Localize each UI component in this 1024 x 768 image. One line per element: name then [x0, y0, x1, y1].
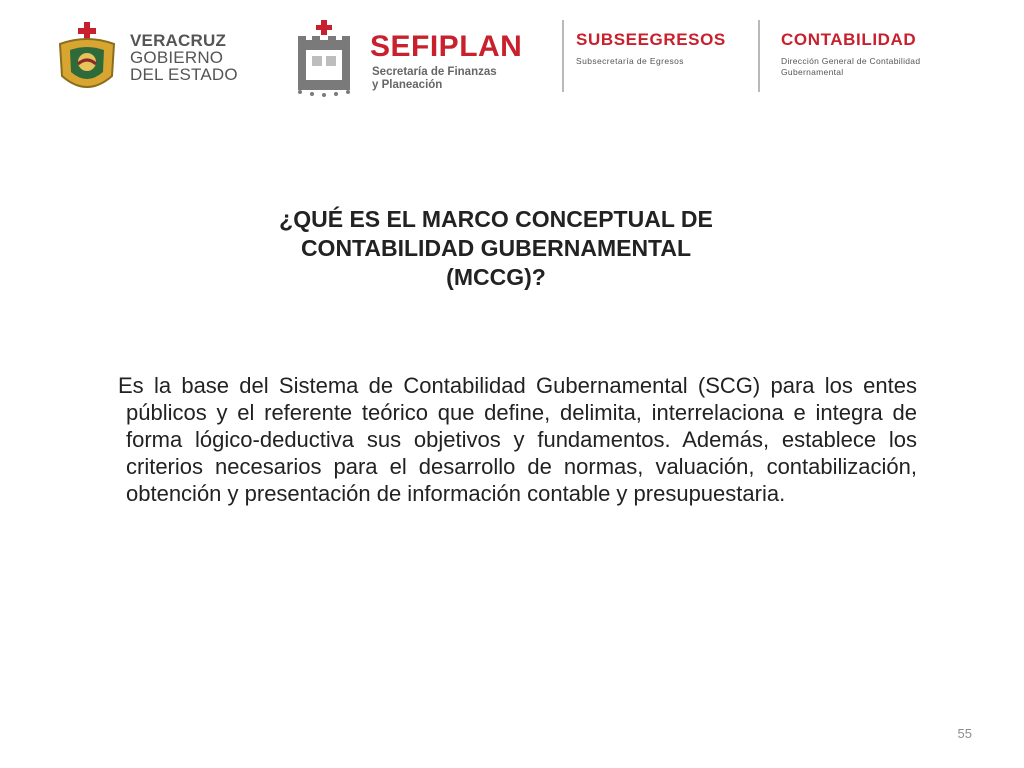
slide-title-line-2: CONTABILIDAD GUBERNAMENTAL [300, 235, 692, 261]
veracruz-line-3: DEL ESTADO [130, 65, 238, 84]
header-logos [0, 0, 1024, 110]
contabilidad-logo [781, 30, 981, 90]
slide-title [200, 205, 792, 292]
subseegresos-subtitle: Subsecretaría de Egresos [576, 56, 684, 66]
contabilidad-subtitle-1: Dirección General de Contabilidad [781, 56, 921, 66]
subseegresos-logo [576, 30, 751, 90]
header-divider [758, 20, 760, 92]
subseegresos-title: SUBSEEGRESOS [576, 30, 726, 49]
header-divider [562, 20, 564, 92]
veracruz-line-1: VERACRUZ [130, 31, 227, 50]
slide-title-line-1: ¿QUÉ ES EL MARCO CONCEPTUAL DE [279, 206, 713, 232]
veracruz-line-2: GOBIERNO [130, 48, 224, 67]
sefiplan-castle-icon [292, 18, 356, 98]
sefiplan-brand: SEFIPLAN [370, 30, 523, 63]
slide-body-paragraph: Es la base del Sistema de Contabilidad Gubernamental (SCG) para los entes públicos y el referente teórico que define, delimita, interrelaciona e integra de forma lógico-deductiva sus objetivos y fundamentos. Además, establece los criterios necesarios para el desarrollo de normas, valuación, contabilización, obtención y presentación de información contable y presupuestaria. [118, 373, 917, 506]
page-number: 55 [957, 726, 972, 741]
contabilidad-subtitle-2: Gubernamental [781, 67, 844, 77]
slide-title-line-3: (MCCG)? [446, 264, 546, 290]
sefiplan-subtitle-1: Secretaría de Finanzas [372, 66, 497, 78]
veracruz-government-logo [54, 20, 244, 98]
veracruz-coat-of-arms-icon [54, 20, 120, 98]
sefiplan-logo [292, 18, 542, 100]
sefiplan-subtitle-2: y Planeación [372, 79, 443, 91]
contabilidad-title: CONTABILIDAD [781, 30, 917, 49]
